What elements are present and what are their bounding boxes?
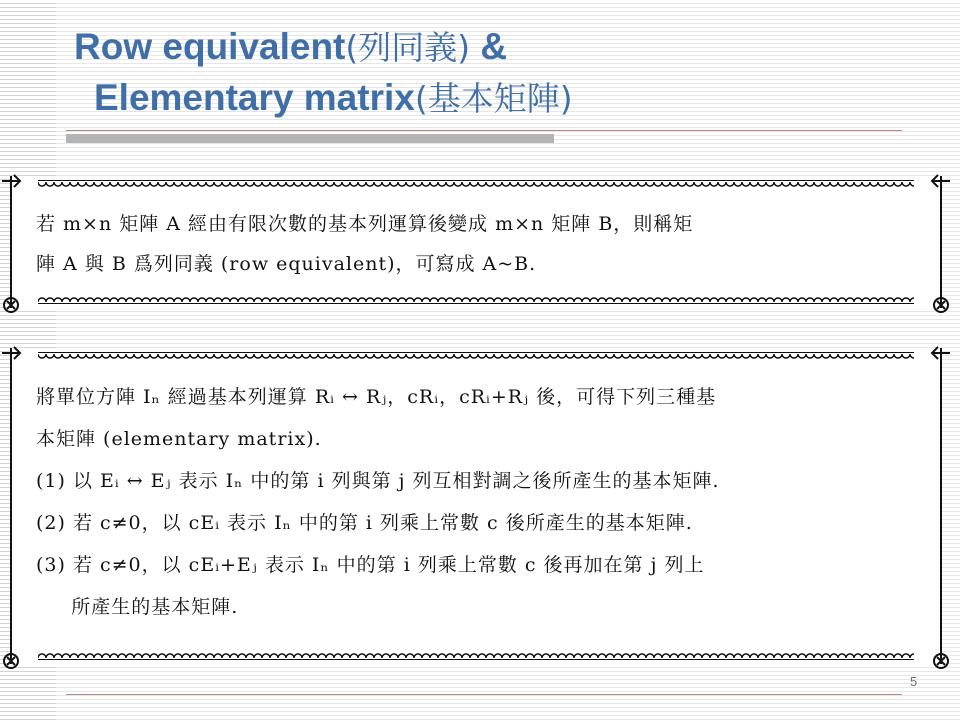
elementary-line-2: 本矩陣 (elementary matrix). [36, 428, 322, 450]
definition-box-elementary-matrix [10, 348, 942, 664]
list-item-3-continued: 所產生的基本矩陣. [36, 596, 239, 618]
box-top-scallop [38, 354, 914, 364]
list-item-2: (2) 若 c≠0，以 cEᵢ 表示 Iₙ 中的第 i 列乘上常數 c 後所產生的基本矩陣. [36, 512, 693, 534]
definition-line-2: 陣 A 與 B 爲列同義 (row equivalent)，可寫成 A~B. [36, 253, 537, 275]
corner-knot-icon [930, 650, 952, 672]
page-number: 5 [910, 674, 918, 689]
title-line-2 [74, 73, 894, 124]
footer-rule [66, 694, 902, 695]
title-accent-bar [66, 134, 554, 143]
corner-arrow-icon [930, 170, 952, 192]
title-line-2-cjk: (基本矩陣) [414, 79, 573, 118]
list-item-1: (1) 以 Eᵢ ↔ Eⱼ 表示 Iₙ 中的第 i 列與第 j 列互相對調之後所產生的基本矩陣. [36, 470, 720, 492]
list-item-3: (3) 若 c≠0，以 cEᵢ+Eⱼ 表示 Iₙ 中的第 i 列乘上常數 c 後再加在第 j 列上 [36, 554, 705, 576]
box-top-rule [38, 352, 914, 353]
box-top-scallop [38, 182, 914, 192]
elementary-list [36, 460, 924, 628]
corner-arrow-icon [0, 170, 22, 192]
title-underline [66, 130, 902, 131]
definition-line-1: 若 m×n 矩陣 A 經由有限次數的基本列運算後變成 m×n 矩陣 B，則稱矩 [36, 213, 694, 235]
title-line-1-amp: & [470, 26, 508, 67]
elementary-text [36, 376, 924, 628]
definition-text [36, 204, 924, 284]
elementary-line-1: 將單位方陣 Iₙ 經過基本列運算 Rᵢ ↔ Rⱼ，cRᵢ，cRᵢ+Rⱼ 後，可得下列三種基 [36, 386, 717, 408]
slide-title [74, 22, 894, 124]
corner-knot-icon [0, 294, 22, 316]
corner-knot-icon [0, 650, 22, 672]
box-bottom-rule [38, 659, 914, 660]
box-bottom-rule [38, 303, 914, 304]
box-bottom-scallop [38, 648, 914, 658]
title-line-1-text: Row equivalent [74, 26, 346, 67]
title-line-1 [74, 22, 894, 73]
corner-arrow-icon [0, 342, 22, 364]
box-bottom-scallop [38, 292, 914, 302]
corner-arrow-icon [930, 342, 952, 364]
definition-box-row-equivalent [10, 176, 942, 308]
corner-knot-icon [930, 294, 952, 316]
box-top-rule [38, 180, 914, 181]
title-line-1-cjk: (列同義) [345, 28, 471, 67]
title-line-2-text: Elementary matrix [94, 77, 415, 118]
